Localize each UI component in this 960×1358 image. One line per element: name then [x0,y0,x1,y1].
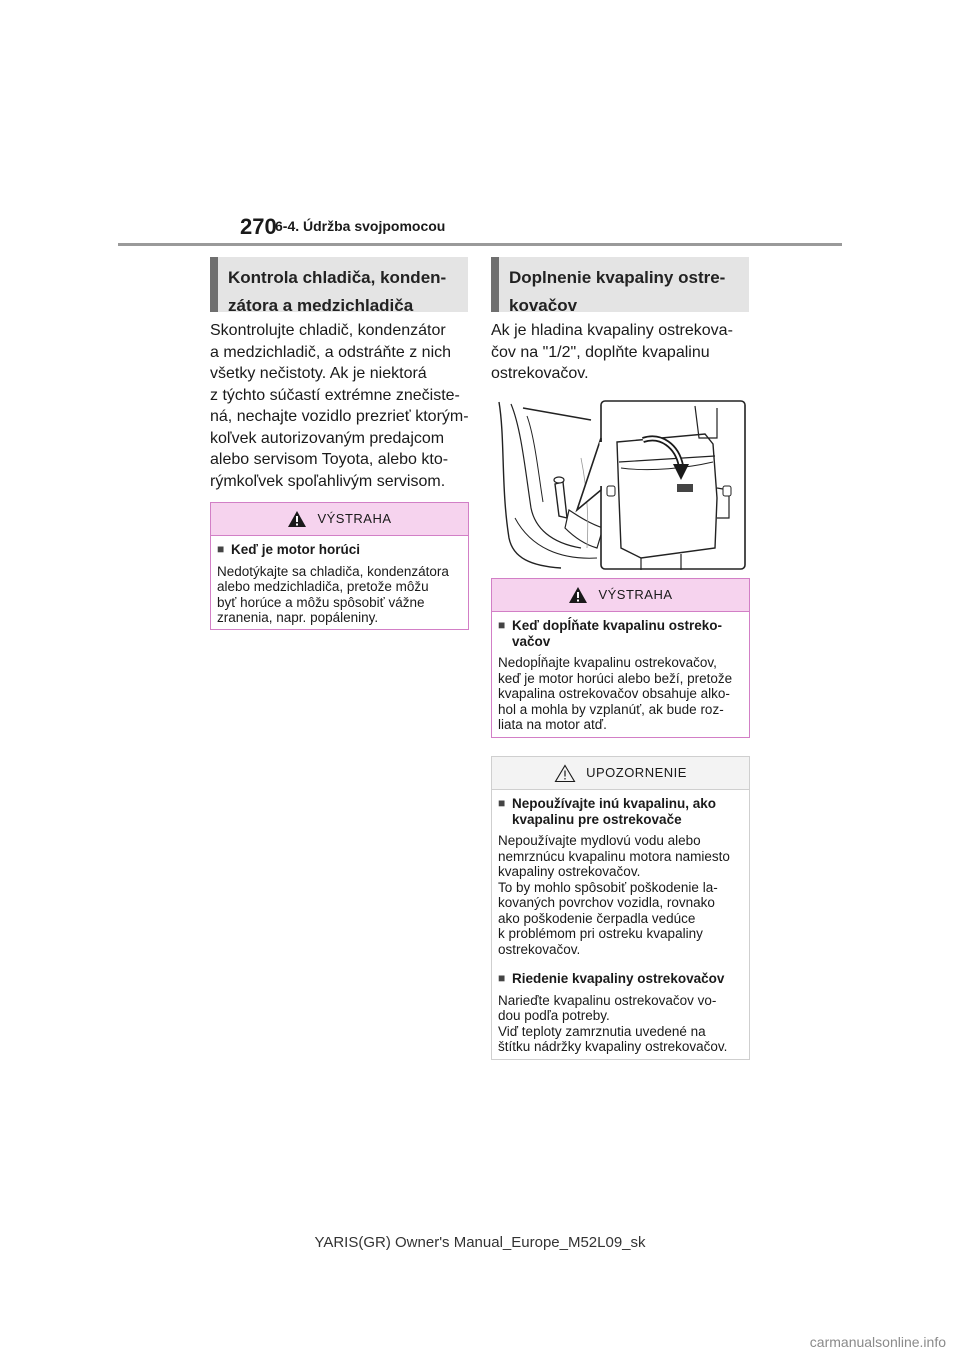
caution-line: kvapaliny ostrekovačov. [498,864,641,879]
washer-reservoir-illustration [491,398,749,572]
warning-box-washer [491,578,750,738]
caution-line: Narieďte kvapalinu ostrekovačov vo- [498,992,717,1008]
square-bullet-icon: ■ [498,618,506,632]
warning-box-radiator [210,502,469,630]
caution-header [492,757,749,790]
warning-label: VÝSTRAHA [317,511,392,527]
section-heading-line: zátora a medzichladiča [228,296,414,315]
warning-line: zranenia, napr. popáleniny. [217,610,379,625]
caution-line: ostrekovačov. [498,941,581,957]
warning-line: kvapalina ostrekovačov obsahuje alko- [498,686,730,701]
section-heading-line: Doplnenie kvapaliny ostre- [509,268,726,287]
body-line: z týchto súčastí extrémne znečiste- [210,386,460,404]
warning-line: liata na motor atď. [498,717,607,732]
body-line: ná, nechajte vozidlo prezrieť ktorým- [210,408,469,425]
warning-line: byť horúce a môžu spôsobiť vážne [217,594,425,610]
caution-line: Nepoužívajte mydlovú vodu alebo [498,833,701,848]
warning-header [211,503,468,536]
section-heading-line: kovačov [509,296,578,315]
caution-box-washer [491,756,750,1060]
caution-subtitle [498,796,743,827]
warning-label: VÝSTRAHA [598,587,673,603]
caution-label: UPOZORNENIE [586,765,687,781]
body-line: koľvek autorizovaným predajcom [210,429,445,447]
section-heading-line: Kontrola chladiča, konden- [228,268,447,287]
warning-header [492,579,749,612]
watermark: carmanualsonline.info [809,1334,946,1350]
section-heading-washer [491,257,749,315]
square-bullet-icon: ■ [498,971,506,985]
warning-line: hol a mohla by vzplanúť, ak bude roz- [498,701,724,717]
body-line: rýmkoľvek spoľahlivým servisom. [210,472,446,490]
radiator-body-text [210,320,472,492]
caution-subtitle [498,971,743,987]
section-heading-radiator [210,257,468,315]
warning-subtitle [217,542,462,558]
square-bullet-icon: ■ [498,796,506,810]
caution-subtitle-line: kvapalinu pre ostrekovače [512,811,682,827]
body-line: Ak je hladina kvapaliny ostrekova- [491,322,733,339]
caution-line: dou podľa potreby. [498,1008,610,1023]
caution-line: ako poškodenie čerpadla vedúce [498,910,696,926]
warning-subtitle-line: Keď dopĺňate kvapalinu ostreko- [512,618,722,633]
warning-text [498,655,743,733]
warning-triangle-icon [287,510,307,528]
warning-line: alebo medzichladiča, pretože môžu [217,579,429,594]
warning-triangle-icon [568,586,588,604]
caution-line: kovaných povrchov vozidla, rovnako [498,895,715,910]
warning-subtitle-line: vačov [512,633,551,649]
caution-line: nemrznúcu kvapalinu motora namiesto [498,848,730,864]
body-line: ostrekovačov. [491,365,589,382]
caution-line: To by mohlo spôsobiť poškodenie la- [498,879,718,895]
header-divider [118,243,842,246]
body-line: alebo servisom Toyota, alebo kto- [210,451,449,468]
caution-item [498,971,743,1055]
page-number: 270 [240,214,277,239]
body-line: čov na "1/2", doplňte kvapalinu [491,343,710,361]
body-line: a medzichladič, a odstráňte z nich [210,343,452,361]
caution-item [498,796,743,957]
caution-triangle-icon [554,764,576,783]
footer-manual-id: YARIS(GR) Owner's Manual_Europe_M52L09_sk [314,1234,646,1251]
warning-line: keď je motor horúci alebo beží, pretože [498,670,733,686]
warning-text [217,564,462,626]
caution-line: štítku nádržky kvapaliny ostrekovačov. [498,1039,728,1054]
warning-line: Nedotýkajte sa chladiča, kondenzátora [217,563,449,579]
chapter-title: 6-4. Údržba svojpomocou [275,218,446,234]
warning-subtitle-text: Keď je motor horúci [231,542,360,557]
washer-body-text [491,320,753,385]
caution-subtitle-line: Nepoužívajte inú kvapalinu, ako [512,796,717,811]
caution-line: Viď teploty zamrznutia uvedené na [498,1023,706,1039]
caution-subtitle-line: Riedenie kvapaliny ostrekovačov [512,971,725,986]
body-line: Skontrolujte chladič, kondenzátor [210,322,446,339]
square-bullet-icon: ■ [217,542,225,556]
body-line: všetky nečistoty. Ak je niektorá [210,365,427,382]
warning-line: Nedopĺňajte kvapalinu ostrekovačov, [498,655,717,670]
caution-line: k problémom pri ostreku kvapaliny [498,926,703,941]
warning-subtitle [498,618,743,649]
